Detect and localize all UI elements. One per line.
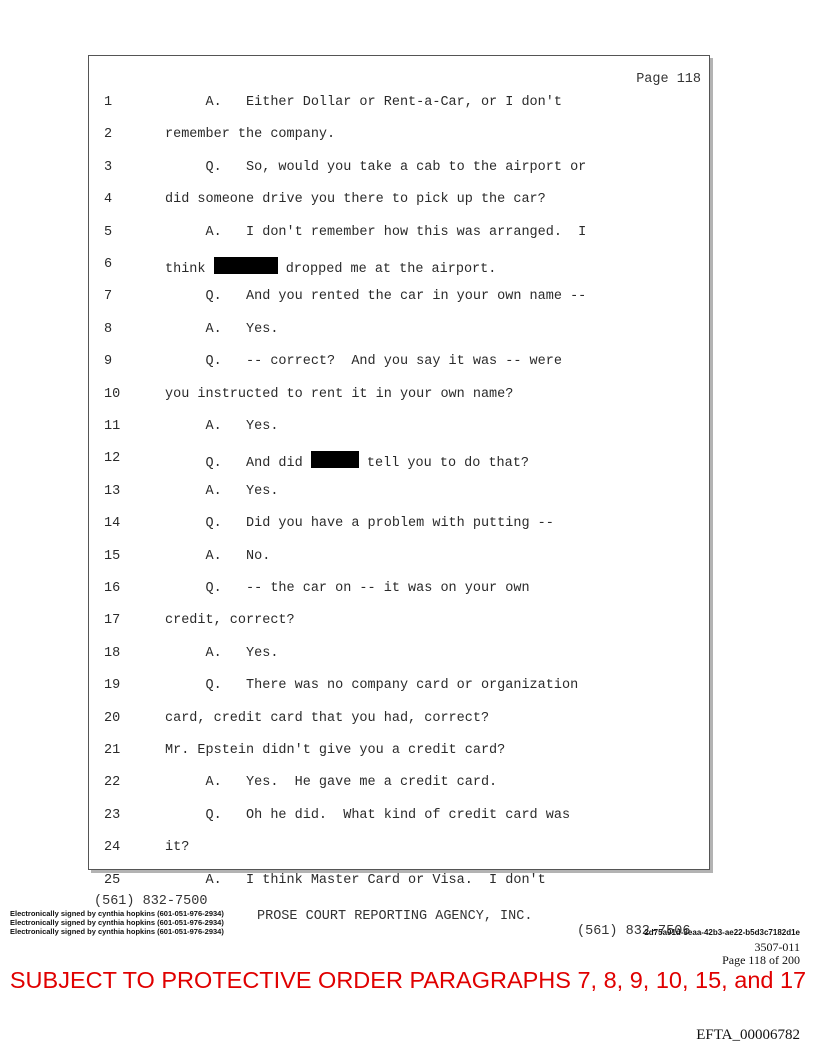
line-number: 18 bbox=[104, 645, 121, 661]
transcript-line bbox=[89, 646, 709, 678]
transcript-line bbox=[89, 225, 709, 257]
line-text: remember the company. bbox=[165, 127, 336, 143]
line-text: Mr. Epstein didn't give you a credit card? bbox=[165, 743, 506, 758]
line-number: 1 bbox=[104, 95, 113, 110]
line-text-after: dropped me at the airport. bbox=[277, 262, 497, 277]
line-text-after: tell you to do that? bbox=[358, 456, 529, 472]
transcript-line bbox=[89, 711, 709, 743]
signature-line: Electronically signed by cynthia hopkins (601-051-976-2934) bbox=[10, 918, 224, 927]
line-text: it? bbox=[165, 840, 190, 856]
line-text: credit, correct? bbox=[165, 613, 295, 629]
transcript-line bbox=[89, 451, 709, 483]
transcript-line bbox=[89, 484, 709, 516]
transcript-page bbox=[88, 55, 710, 888]
transcript-line bbox=[89, 289, 709, 321]
line-number: 19 bbox=[104, 678, 121, 694]
transcript-line bbox=[89, 743, 709, 775]
transcript-line bbox=[89, 613, 709, 645]
line-number: 13 bbox=[104, 483, 121, 499]
protective-order-banner: SUBJECT TO PROTECTIVE ORDER PARAGRAPHS 7, 8, 9, 10, 15, and 17 bbox=[9, 967, 807, 993]
transcript-line bbox=[89, 419, 709, 451]
transcript-line bbox=[89, 549, 709, 581]
transcript-line bbox=[89, 95, 709, 127]
line-text: A. I think Master Card or Visa. I don't bbox=[165, 872, 546, 888]
line-text: A. I don't remember how this was arranged. I bbox=[165, 224, 587, 240]
line-text: Q. And you rented the car in your own name -- bbox=[165, 289, 587, 305]
line-text: A. Either Dollar or Rent-a-Car, or I don't bbox=[165, 95, 562, 110]
redaction-box bbox=[311, 451, 359, 468]
line-text: A. Yes. bbox=[165, 483, 279, 499]
transcript-line bbox=[89, 160, 709, 192]
line-number: 25 bbox=[104, 872, 121, 888]
line-number: 20 bbox=[104, 710, 121, 726]
line-text: you instructed to rent it in your own name? bbox=[165, 386, 514, 402]
line-text: A. Yes. bbox=[165, 645, 279, 661]
phone-right: (561) 832-7506 bbox=[577, 924, 691, 939]
line-text: card, credit card that you had, correct? bbox=[165, 710, 490, 726]
line-number: 3 bbox=[104, 159, 113, 175]
phone-left: (561) 832-7500 bbox=[94, 894, 208, 909]
line-text bbox=[165, 257, 496, 278]
agency-name: PROSE COURT REPORTING AGENCY, INC. bbox=[257, 909, 533, 924]
line-number: 21 bbox=[104, 743, 121, 758]
redaction-box bbox=[214, 257, 278, 274]
line-text: A. Yes. He gave me a credit card. bbox=[165, 775, 498, 791]
line-number: 2 bbox=[104, 127, 113, 143]
line-text-before: Q. And did bbox=[165, 456, 311, 472]
line-number: 7 bbox=[104, 289, 113, 305]
transcript-line bbox=[89, 581, 709, 613]
transcript-line bbox=[89, 840, 709, 872]
line-number: 14 bbox=[104, 516, 121, 532]
line-number: 4 bbox=[104, 192, 113, 208]
line-number: 12 bbox=[104, 451, 121, 467]
signature-line: Electronically signed by cynthia hopkins (601-051-976-2934) bbox=[10, 927, 224, 936]
transcript-line bbox=[89, 387, 709, 419]
page-of-count: Page 118 of 200 bbox=[722, 953, 800, 967]
line-number: 24 bbox=[104, 840, 121, 856]
transcript-line bbox=[89, 678, 709, 710]
line-number: 11 bbox=[104, 419, 121, 434]
transcript-line bbox=[89, 257, 709, 289]
line-text: did someone drive you there to pick up the car? bbox=[165, 192, 546, 208]
transcript-line bbox=[89, 516, 709, 548]
line-text: Q. So, would you take a cab to the airport or bbox=[165, 159, 587, 175]
line-text: A. No. bbox=[165, 548, 271, 564]
line-number: 16 bbox=[104, 581, 121, 596]
transcript-line bbox=[89, 322, 709, 354]
line-text: Q. There was no company card or organization bbox=[165, 678, 579, 694]
line-text-before: think bbox=[165, 262, 214, 277]
signature-line: Electronically signed by cynthia hopkins (601-051-976-2934) bbox=[10, 909, 224, 918]
line-number: 8 bbox=[104, 321, 113, 337]
line-text: A. Yes. bbox=[165, 321, 279, 337]
line-text: Q. Did you have a problem with putting -- bbox=[165, 516, 554, 532]
transcript-line bbox=[89, 354, 709, 386]
document-hash: 2d75a91d-3eaa-42b3-ae22-b5d3c7182d1e bbox=[644, 928, 800, 937]
line-number: 9 bbox=[104, 354, 113, 370]
line-number: 15 bbox=[104, 548, 121, 564]
line-text bbox=[165, 451, 529, 472]
line-text: Q. -- the car on -- it was on your own bbox=[165, 581, 530, 596]
efta-identifier: EFTA_00006782 bbox=[696, 1027, 800, 1043]
line-number: 23 bbox=[104, 807, 121, 823]
line-number: 5 bbox=[104, 224, 113, 240]
transcript-line bbox=[89, 192, 709, 224]
transcript-line bbox=[89, 808, 709, 840]
line-number: 22 bbox=[104, 775, 121, 791]
line-text: Q. Oh he did. What kind of credit card was bbox=[165, 807, 571, 823]
line-text: Q. -- correct? And you say it was -- were bbox=[165, 354, 562, 370]
line-number: 17 bbox=[104, 613, 121, 629]
transcript-line bbox=[89, 127, 709, 159]
page-number-label: Page 118 bbox=[636, 72, 701, 87]
line-number: 6 bbox=[104, 257, 113, 272]
exhibit-number: 3507-011 bbox=[754, 940, 800, 954]
line-number: 10 bbox=[104, 386, 121, 402]
transcript-line bbox=[89, 775, 709, 807]
line-text: A. Yes. bbox=[165, 419, 279, 434]
